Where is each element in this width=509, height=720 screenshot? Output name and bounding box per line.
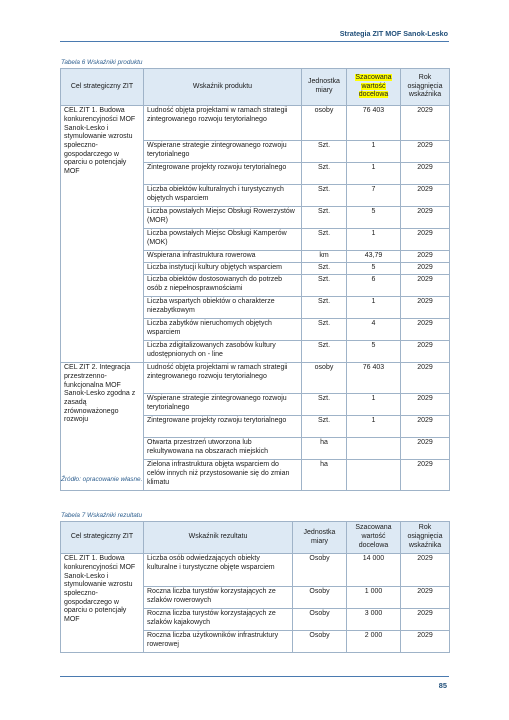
table-row bbox=[61, 363, 450, 394]
value-cell: 43,79 bbox=[347, 251, 401, 263]
table6-header-year: Rok osiągnięcia wskaźnika bbox=[401, 69, 450, 106]
table7-header-target-value: Szacowana wartość docelowa bbox=[347, 522, 401, 554]
table7-body bbox=[61, 554, 450, 653]
unit-cell: Szt. bbox=[302, 185, 347, 207]
indicator-cell: Liczba obiektów kulturalnych i turystycznych objętych wsparciem bbox=[144, 185, 302, 207]
indicator-cell: Liczba instytucji kultury objętych wsparciem bbox=[144, 263, 302, 275]
year-cell: 2029 bbox=[401, 229, 450, 251]
value-cell: 1 000 bbox=[347, 587, 401, 609]
indicator-cell: Zintegrowane projekty rozwoju terytorialnego bbox=[144, 163, 302, 185]
table6-objective-2: CEL ZIT 2. Integracja przestrzenno-funkcjonalna MOF Sanok-Lesko zgodna z zasadą zrównoważonego rozwoju bbox=[61, 363, 144, 491]
table7-objective-1: CEL ZIT 1. Budowa konkurencyjności MOF Sanok-Lesko i stymulowanie wzrostu społeczno-gospodarczego w oparciu o potencjały MOF bbox=[61, 554, 144, 653]
unit-cell: Szt. bbox=[302, 141, 347, 163]
year-cell: 2029 bbox=[401, 251, 450, 263]
value-cell: 1 bbox=[347, 416, 401, 438]
year-cell: 2029 bbox=[401, 275, 450, 297]
year-cell: 2029 bbox=[401, 416, 450, 438]
year-cell: 2029 bbox=[401, 363, 450, 394]
table6-product-indicators bbox=[60, 68, 450, 491]
indicator-cell: Otwarta przestrzeń utworzona lub rekultywowana na obszarach miejskich bbox=[144, 438, 302, 460]
value-cell: 7 bbox=[347, 185, 401, 207]
year-cell: 2029 bbox=[401, 460, 450, 491]
table6-body bbox=[61, 106, 450, 491]
table7-result-indicators bbox=[60, 521, 450, 653]
unit-cell: Osoby bbox=[293, 609, 347, 631]
value-cell: 76 403 bbox=[347, 106, 401, 141]
value-cell: 5 bbox=[347, 207, 401, 229]
year-cell: 2029 bbox=[401, 141, 450, 163]
indicator-cell: Roczna liczba użytkowników infrastruktury rowerowej bbox=[144, 631, 293, 653]
table7-header-objective: Cel strategiczny ZIT bbox=[61, 522, 144, 554]
year-cell: 2029 bbox=[401, 394, 450, 416]
table-row bbox=[61, 554, 450, 587]
table7-header-year: Rok osiągnięcia wskaźnika bbox=[401, 522, 450, 554]
unit-cell: Osoby bbox=[293, 587, 347, 609]
value-cell: 1 bbox=[347, 141, 401, 163]
value-cell: 2 000 bbox=[347, 631, 401, 653]
value-cell: 76 403 bbox=[347, 363, 401, 394]
value-cell: 6 bbox=[347, 275, 401, 297]
value-cell: 1 bbox=[347, 394, 401, 416]
unit-cell: ha bbox=[302, 460, 347, 491]
table6-objective-1: CEL ZIT 1. Budowa konkurencyjności MOF Sanok-Lesko i stymulowanie wzrostu społeczno-gospodarczego w oparciu o potencjały MOF bbox=[61, 106, 144, 363]
table6-header-target-value bbox=[347, 69, 401, 106]
year-cell: 2029 bbox=[401, 185, 450, 207]
year-cell: 2029 bbox=[401, 631, 450, 653]
year-cell: 2029 bbox=[401, 587, 450, 609]
indicator-cell: Wspierana infrastruktura rowerowa bbox=[144, 251, 302, 263]
value-cell: 1 bbox=[347, 163, 401, 185]
table6-header-objective: Cel strategiczny ZIT bbox=[61, 69, 144, 106]
value-cell bbox=[347, 460, 401, 491]
unit-cell: Osoby bbox=[293, 554, 347, 587]
value-cell: 4 bbox=[347, 319, 401, 341]
value-cell bbox=[347, 438, 401, 460]
indicator-cell: Liczba powstałych Miejsc Obsługi Kamperów (MOK) bbox=[144, 229, 302, 251]
year-cell: 2029 bbox=[401, 163, 450, 185]
unit-cell: osoby bbox=[302, 106, 347, 141]
value-cell: 5 bbox=[347, 341, 401, 363]
unit-cell: osoby bbox=[302, 363, 347, 394]
indicator-cell: Ludność objęta projektami w ramach strategii zintegrowanego rozwoju terytorialnego bbox=[144, 363, 302, 394]
indicator-cell: Roczna liczba turystów korzystających ze szlaków kajakowych bbox=[144, 609, 293, 631]
indicator-cell: Wspierane strategie zintegrowanego rozwoju terytorialnego bbox=[144, 394, 302, 416]
value-cell: 1 bbox=[347, 297, 401, 319]
table6-source: Źródło: opracowanie własne. bbox=[61, 476, 143, 483]
page-number: 85 bbox=[438, 681, 447, 690]
year-cell: 2029 bbox=[401, 438, 450, 460]
table6-header-indicator: Wskaźnik produktu bbox=[144, 69, 302, 106]
year-cell: 2029 bbox=[401, 554, 450, 587]
table7-caption: Tabela 7 Wskaźniki rezultatu bbox=[61, 512, 143, 519]
unit-cell: Szt. bbox=[302, 416, 347, 438]
indicator-cell: Liczba osób odwiedzających obiekty kulturalne i turystyczne objęte wsparciem bbox=[144, 554, 293, 587]
indicator-cell: Liczba zabytków nieruchomych objętych wsparciem bbox=[144, 319, 302, 341]
value-cell: 3 000 bbox=[347, 609, 401, 631]
year-cell: 2029 bbox=[401, 609, 450, 631]
table7-header-unit: Jednostka miary bbox=[293, 522, 347, 554]
value-cell: 5 bbox=[347, 263, 401, 275]
indicator-cell: Roczna liczba turystów korzystających ze szlaków rowerowych bbox=[144, 587, 293, 609]
unit-cell: Szt. bbox=[302, 297, 347, 319]
unit-cell: km bbox=[302, 251, 347, 263]
unit-cell: ha bbox=[302, 438, 347, 460]
year-cell: 2029 bbox=[401, 297, 450, 319]
indicator-cell: Liczba wspartych obiektów o charakterze niezabytkowym bbox=[144, 297, 302, 319]
value-cell: 14 000 bbox=[347, 554, 401, 587]
unit-cell: Szt. bbox=[302, 263, 347, 275]
unit-cell: Osoby bbox=[293, 631, 347, 653]
unit-cell: Szt. bbox=[302, 229, 347, 251]
document-header-title: Strategia ZIT MOF Sanok-Lesko bbox=[339, 29, 448, 38]
year-cell: 2029 bbox=[401, 106, 450, 141]
indicator-cell: Ludność objęta projektami w ramach strategii zintegrowanego rozwoju terytorialnego bbox=[144, 106, 302, 141]
unit-cell: Szt. bbox=[302, 163, 347, 185]
header-divider bbox=[60, 41, 449, 42]
indicator-cell: Zielona infrastruktura objęta wsparciem do celów innych niż przystosowanie się do zmian klimatu bbox=[144, 460, 302, 491]
footer-divider bbox=[60, 676, 449, 677]
table6-header-target-value-text: Szacowana wartość docelowa bbox=[355, 73, 392, 99]
unit-cell: Szt. bbox=[302, 341, 347, 363]
indicator-cell: Liczba zdigitalizowanych zasobów kultury udostępnionych on - line bbox=[144, 341, 302, 363]
unit-cell: Szt. bbox=[302, 207, 347, 229]
table6-header-unit: Jednostka miary bbox=[302, 69, 347, 106]
table-row bbox=[61, 106, 450, 141]
year-cell: 2029 bbox=[401, 341, 450, 363]
unit-cell: Szt. bbox=[302, 319, 347, 341]
year-cell: 2029 bbox=[401, 207, 450, 229]
year-cell: 2029 bbox=[401, 319, 450, 341]
year-cell: 2029 bbox=[401, 263, 450, 275]
table7-header-indicator: Wskaźnik rezultatu bbox=[144, 522, 293, 554]
unit-cell: Szt. bbox=[302, 275, 347, 297]
indicator-cell: Zintegrowane projekty rozwoju terytorialnego bbox=[144, 416, 302, 438]
indicator-cell: Liczba powstałych Miejsc Obsługi Rowerzystów (MOR) bbox=[144, 207, 302, 229]
value-cell: 1 bbox=[347, 229, 401, 251]
table6-caption: Tabela 6 Wskaźniki produktu bbox=[61, 59, 143, 66]
unit-cell: Szt. bbox=[302, 394, 347, 416]
indicator-cell: Liczba obiektów dostosowanych do potrzeb osób z niepełnosprawnościami bbox=[144, 275, 302, 297]
indicator-cell: Wspierane strategie zintegrowanego rozwoju terytorialnego bbox=[144, 141, 302, 163]
